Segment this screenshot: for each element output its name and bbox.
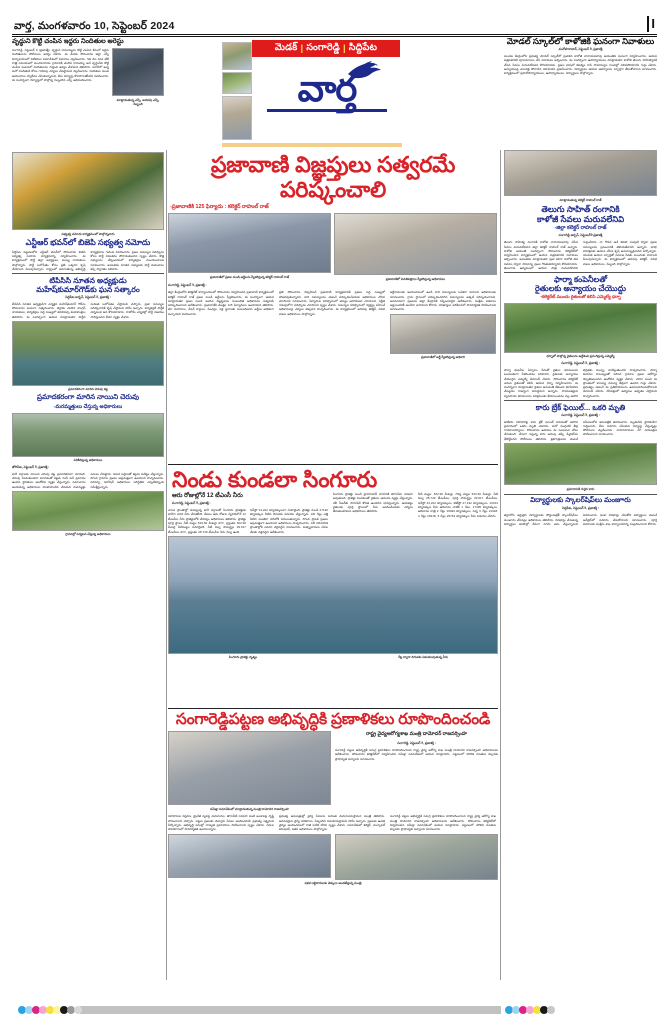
right-column <box>504 150 657 526</box>
bjp-photo-caption: సభ్యత్వ నమోదు కార్యక్రమంలో పాల్గొన్నవారు <box>61 231 115 236</box>
singuru-top-rule <box>168 464 498 465</box>
pharma-headline-2: రైతులకు అన్యాయం చేయొద్దు <box>534 284 627 294</box>
kaloji-collector-kicker: మాట్లాడుతున్న కలెక్టర్ రాహుల్ రాజ్ <box>559 197 602 202</box>
lead-photo-left <box>168 213 331 273</box>
tpcc-dateline: సిద్దిపేట అర్బన్, సెప్టెంబర్ 9, ప్రజాశక్తి : <box>65 294 111 299</box>
lake-body: భారీ వర్షాలకు నాయిని చెరువు కట్ట ప్రమాదకరంగా మారింది. చెరువు నిండుకుండలా మారడంతో కట్టకు గండి పడే ప్రమాదం ఉందని స్థానికులు ఆందోళన వ్యక్తం చేస్తున్నారు. సమాచారం అందుకున్న అధికారులు హుటాహుటిన చేరుకుని మరమ్మత్తు పనులు చేపట్టారు. ఇసుక బస్తాలతో కట్టను పటిష్టం చేస్తున్నారు. దిగువ గ్రామాల ప్రజలు అప్రమత్తంగా ఉండాలని హెచ్చరించారు. రెవెన్యూ, ఇరిగేషన్ అధికారులు పరిస్థితిని ఎప్పటికప్పుడు సమీక్షిస్తున్నారు. <box>12 471 164 489</box>
divider-3 <box>504 400 657 401</box>
edition-medak: మెడక్ <box>274 42 298 53</box>
lead-story <box>168 152 498 361</box>
sangareddy-story <box>168 706 498 887</box>
sangareddy-photo-top-caption: సమీక్షా సమావేశంలో మాట్లాడుతున్న మంత్రి దామోదర రాజనర్సింహ <box>210 806 289 811</box>
scholarship-dateline: సిద్దిపేట, సెప్టెంబర్ 9, ప్రజాశక్తి : <box>562 506 599 511</box>
sangareddy-col-4: సంగారెడ్డి పట్టణ అభివృద్ధికి సమగ్ర ప్రణాళికలు రూపొందించాలని రాష్ట్ర వైద్య ఆరోగ్య శాఖ మంత్రి దామోదర రాజనర్సింహ అధికారులను ఆదేశించారు. సోమవారం కలెక్టరేట్‌లో నిర్వహించిన సమీక్షా సమావేశంలో ఆయన మాట్లాడారు. పట్టణంలో మౌలిక వసతుల కల్పనకు ప్రాధాన్యత ఇవ్వాలని సూచించారు. <box>390 814 496 832</box>
sangareddy-photo-bottom-caption: పథక లబ్ధిదారులకు చెక్కులు అందజేస్తున్న మంత్రి <box>304 881 362 886</box>
sangareddy-top-rule <box>168 708 498 709</box>
column-rule-left <box>166 150 167 980</box>
lead-photo-right <box>334 213 497 275</box>
sangareddy-subhead: రాష్ట్ర వైద్యఆరోగ్యశాఖ మంత్రి దామోదర్ రాజనర్సింహ <box>365 731 468 738</box>
kaloji-school-headline: మోడల్ స్కూల్‌లో కాళోజికి ఘనంగా నివాళులు <box>506 36 655 46</box>
singuru-photo-caption-left: సింగూరు ప్రాజెక్టు దృశ్యం <box>228 655 258 660</box>
lead-headline: ప్రజావాణి విజ్ఞప్తులు సత్వరమే పరిష్కంచాలి <box>210 152 456 202</box>
singuru-dateline: సంగారెడ్డి, సెప్టెంబర్ 9, ప్రజాశక్తి : <box>172 501 211 506</box>
masthead <box>252 40 402 145</box>
masthead-landmark-photos <box>222 42 252 142</box>
singuru-dam-photo <box>168 536 498 654</box>
masthead-bottom-strip <box>222 143 402 147</box>
lake-photo-2-caption: పరిశీలిస్తున్న అధికారులు <box>73 458 103 463</box>
kaloji-school-dateline: మనోహరాబాద్, సెప్టెంబర్ 9, ప్రజాశక్తి <box>558 47 603 51</box>
sangareddy-col-1: సంగారెడ్డి పట్టణ అభివృద్ధికి సమగ్ర ప్రణాళికలు రూపొందించాలని రాష్ట్ర వైద్య ఆరోగ్య శాఖ మంత్రి దామోదర రాజనర్సింహ అధికారులను ఆదేశించారు. సోమవారం కలెక్టరేట్‌లో నిర్వహించిన సమీక్షా సమావేశంలో ఆయన మాట్లాడారు. పట్టణంలో మౌలిక వసతుల కల్పనకు ప్రాధాన్యత ఇవ్వాలని సూచించారు. <box>335 748 498 761</box>
edition-sangareddy: సంగారెడ్డి <box>306 42 341 53</box>
lead-photo-right-caption: ప్రజావాణిలో వినతిపత్రాలు స్వీకరిస్తున్న అధికారులు <box>385 276 446 281</box>
police-headline: వృద్ధుని కొట్టి చంపిన ఇద్దరు నిందితుల అరెస్టు <box>12 38 124 45</box>
sangareddy-dateline: సంగారెడ్డి, సెప్టెంబర్ 9, ప్రజాశక్తి : <box>397 741 436 746</box>
singuru-col-1: ఎగువ ప్రాంతాల్లో కురుస్తున్న భారీ వర్షాలతో సింగూరు ప్రాజెక్టుకు భారీగా వరద నీరు చేరుతోంది. కేవలం ఆరు రోజుల వ్యవధిలోనే 12 టీఎంసీల నీరు ప్రాజెక్టులోకి చేరినట్లు అధికారులు తెలిపారు. ప్రాజెక్టు పూర్తి స్థాయి నీటి మట్టం 523.60 మీటర్లు కాగా, ప్రస్తుతం 522.90 మీటర్ల నీటిమట్టం నమోదైంది. నీటి నిల్వ సామర్థ్యం 29.917 టీఎంసీలు కాగా, ప్రస్తుతం 28.749 టీఎంసీల నీరు నిల్వ ఉంది. <box>168 508 246 534</box>
landmark-photo-1 <box>222 42 252 70</box>
accident-photo-caption: ప్రమాదానికి గురైన కారు <box>566 486 595 491</box>
bjp-photo <box>12 152 164 230</box>
registration-dot <box>547 1006 555 1014</box>
pharma-body: ఫార్మా కంపెనీల ఏర్పాటు పేరుతో రైతుల భూములను బలవంతంగా సేకరించడం సరికాదని, రైతులకు అన్యాయం చేయొద్దని ఎమ్మెల్యే డిమాండ్ చేశారు. సోమవారం కలెక్టరేట్ ఎదుట రైతులతో కలిసి ఆయన ధర్నా నిర్వహించారు. ఈ సందర్భంగా మాట్లాడుతూ రైతుల అనుమతి లేకుండా భూసేకరణ చేపట్టడం రాజ్యాంగ విరుద్ధమని అన్నారు. సారవంతమైన వ్యవసాయ భూములను పరిశ్రమలకు కేటాయించడం వల్ల ఆహార భద్రతకు ముప్పు వాటిల్లుతుందని హెచ్చరించారు. ఫార్మా కంపెనీల కాలుష్యంతో పరిసర గ్రామాల ప్రజల ఆరోగ్యం దెబ్బతింటుందని ఆందోళన వ్యక్తం చేశారు. 2003 నుంచి ఈ ప్రాంతంలో కాలుష్య సమస్య తీవ్రంగా ఉందని గుర్తు చేశారు. ప్రభుత్వం వెంటనే ఈ ప్రతిపాదనలను ఉపసంహరించుకోవాలని డిమాండ్ చేశారు. లేనిపక్షంలో ఉద్యమం ఉధృతం చేస్తామని హెచ్చరించారు. <box>504 367 657 398</box>
landmark-photo-2 <box>222 72 252 94</box>
kaloji-collector-headline-1: తెలుగు సాహిత్ రంగానికి <box>541 204 620 215</box>
singuru-stats: నీటి మట్టం: 522.90 మీటర్లు. గరిష్ఠ మట్టం 523.60 మీటర్లు. నీటి నిల్వ 28.749 టీఎంసీలు. పూర్తి సామర్థ్యం 29.917 టీఎంసీలు. ఇన్‌ఫ్లో 24,222 క్యూసెక్కులు. ఔట్‌ఫ్లో 27,192 క్యూసెక్కులు. 16313 క్యూసెక్కుల నీరు ఆదివారం నాటికి 1 గేటు, 17495 క్యూసెక్కులు, ఆదివారం రాత్రి 2 గేట్లు 19499 క్యూసెక్కులు, నిన్న 3 గేట్లు 21948, 4 గేట్లు 26318, 5 గేట్లు 29749 క్యూసెక్కుల నీరు విడుదల చేశారు. <box>418 492 498 518</box>
lead-col-3: అర్జీదారులకు అందుబాటులో ఉండి వారి సమస్యలను ఓపికగా వినాలని అధికారులకు సూచించారు. గ్రామ స్థాయిలో పరిష్కరించదగిన సమస్యలను అక్కడే పరిష్కరించాలని, అనవసరంగా ప్రజలను జిల్లా కేంద్రానికి రప్పించవద్దని ఆదేశించారు. సంక్షేమ పథకాలు అర్హులందరికీ అందేలా చూడాలని కోరారు. దరఖాస్తుల పరిశీలనలో పారదర్శకత పాటించాలని సూచించారు. <box>390 290 496 312</box>
pharma-protest-photo <box>504 303 657 353</box>
lead-col-1: జిల్లా కేంద్రంలోని కలెక్టరేట్ కార్యాలయంలో సోమవారం నిర్వహించిన ప్రజావాణి కార్యక్రమంలో కలెక్టర్ రాహుల్ రాజ్ ప్రజల నుండి అర్జీలను స్వీకరించారు. ఈ సందర్భంగా ఆయన మాట్లాడుతూ ప్రజల నుండి అందిన విజ్ఞప్తులను సంబంధిత అధికారులు సత్వరమే పరిష్కరించాలని ఆదేశించారు. ప్రజావాణికి మొత్తం 125 ఫిర్యాదులు అందాయని తెలిపారు. భూ వివాదాలు, రేషన్ కార్డులు, పింఛన్లు, ఇళ్ల స్థలాలకు సంబంధించిన అర్జీలు అధికంగా వచ్చాయని వివరించారు. <box>168 290 274 316</box>
lake-dateline: జోగిపేట, సెప్టెంబర్ 9, ప్రజాశక్తి : <box>12 464 50 469</box>
divider-4 <box>504 494 657 495</box>
masthead-title: వార్త <box>297 68 357 109</box>
lake-headline: ప్రమాదకరంగా మారిన నాయిని చెరువు <box>37 394 139 402</box>
pharma-dateline: సంగారెడ్డి, సెప్టెంబర్ 9, ప్రజాశక్తి : <box>561 360 600 365</box>
singuru-story <box>168 462 498 661</box>
lake-photo-2 <box>12 413 164 457</box>
article-police-arrest <box>12 38 164 107</box>
left-column <box>12 152 164 538</box>
lake-photo-caption: ప్రమాదకరంగా మారిన చెరువు కట్ట <box>68 387 108 392</box>
bjp-headline: ఎన్టీఆర్ భవన్‌లో బిజెపి సభ్యత్వ నమోదు <box>25 238 151 248</box>
pharma-subhead: -కలెక్టరేట్ ముందు రైతులతో కలిసి ఎమ్మెల్యే ధర్నా <box>540 293 621 299</box>
masthead-underline <box>267 109 387 112</box>
banner-separator-2: | <box>343 43 346 54</box>
divider-2 <box>504 272 657 273</box>
sangareddy-photo-top <box>168 731 331 805</box>
tpcc-body: టిపిసిసి నూతన అధ్యక్షుడిగా ఎన్నికైన మహేష్‌కుమార్ గౌడ్‌ను సోమవారం ఘనంగా సత్కరించారు. జిల్లాకు చెందిన కాంగ్రెస్ నాయకులు, కార్యకర్తలు పెద్ద సంఖ్యలో తరలివచ్చి శుభాకాంక్షలు తెలిపారు. ఈ సందర్భంగా ఆయన మాట్లాడుతూ పార్టీని మరింత బలోపేతం చేస్తామని చెప్పారు. ప్రజా సమస్యల పరిష్కారానికి కృషి చేస్తామని హామీ ఇచ్చారు. కార్యకర్తలే పార్టీకి వెన్నెముక అని కొనియాడారు. రాబోయే ఎన్నికల్లో పార్టీ విజయం సాధిస్తుందని ధీమా వ్యక్తం చేశారు. <box>12 301 164 319</box>
tpcc-headline-line2: మహేష్‌కుమార్‌గౌడ్‌కు ఘన సత్కారం <box>36 284 140 294</box>
accident-body: జాతీయ రహదారిపై కారు బ్రేక్ ఫెయిల్ కావడంతో జరిగిన ప్రమాదంలో ఒకరు మృతి చెందారు. మరో ముగ్గురికి తీవ్ర గాయాలయ్యాయి. సోమవారం ఉదయం ఈ సంఘటన చోటు చేసుకుంది. వేగంగా వస్తున్న కారు అదుపు తప్పి డివైడర్‌ను ఢీకొట్టిందని పోలీసులు తెలిపారు. క్షతగాత్రులను వెంటనే సమీపంలోని ఆసుపత్రికి తరలించారు. మృతుడిని స్థానికుడిగా గుర్తించారు. కేసు నమోదు చేసుకుని దర్యాప్తు చేస్తున్నట్లు పోలీసులు వెల్లడించారు. వాహనదారులు వేగ నియంత్రణ పాటించాలని సూచించారు. <box>504 419 657 441</box>
edition-mark: I <box>647 16 655 32</box>
divider-1 <box>12 273 164 274</box>
lake-photo <box>12 321 164 386</box>
registration-bar <box>0 1004 669 1016</box>
singuru-subhead: ఆరు రోజుల్లోనే 12 టీఎంసీ నీరు <box>172 493 243 500</box>
edition-siddipet: సిద్దిపేట <box>348 42 378 53</box>
sangareddy-photo-bottom-left <box>168 834 331 878</box>
tpcc-headline-line1: టిపిసిసి నూతన అధ్యక్షుడు <box>49 275 127 285</box>
kaloji-collector-photo <box>504 150 657 196</box>
kaloji-collector-dateline: సంగారెడ్డి అర్బన్, సెప్టెంబర్9 ప్రజాశక్తి <box>558 233 603 238</box>
article-kaloji-school <box>504 36 657 75</box>
scholarship-headline: విద్యార్థులకు స్కాలర్‌షిప్‌లు మంజూరు <box>530 496 631 504</box>
lead-col-2: ప్రతి సోమవారం నిర్వహించే ప్రజావాణి కార్యక్రమానికి ప్రజలు పెద్ద సంఖ్యలో హాజరవుతున్నారని, వారి సమస్యలను వెంటనే పరిష్కరించేందుకు అధికారులు చొరవ చూపాలని సూచించారు. ఫిర్యాదుల పరిష్కారంలో జాప్యం జరగకుండా చూడాలని, నిర్ణీత గడువులోగా పరిష్కారం చూపాలని స్పష్టం చేశారు. సమస్యల పరిష్కారంలో నిర్లక్ష్యం వహించే అధికారులపై చర్యలు తప్పవని హెచ్చరించారు. ఈ కార్యక్రమంలో అదనపు కలెక్టర్, వివిధ శాఖల అధికారులు పాల్గొన్నారు. <box>279 290 385 316</box>
kaloji-collector-subhead: -జిల్లా కలెక్టర్ రాహుల్ రాజ్ <box>554 225 607 232</box>
lead-photo-left-caption: ప్రజావాణిలో ప్రజల నుండి అర్జీలను స్వీకరిస్తున్న కలెక్టర్ రాహుల్ రాజ్ <box>210 274 289 279</box>
village-photo <box>12 491 164 531</box>
scholarship-body: జిల్లాలోని అర్హులైన విద్యార్థులకు పోస్టుమెట్రిక్ స్కాలర్‌షిప్‌లు మంజూరు చేసినట్లు అధికారులు తెలిపారు. దరఖాస్తు చేసుకున్న విద్యార్థుల ఖాతాల్లో నేరుగా నగదు జమ చేస్తున్నామని వివరించారు. ఇంకా దరఖాస్తు చేసుకోని విద్యార్థులు వెంటనే ఆన్‌లైన్‌లో నమోదు చేసుకోవాలని సూచించారు. పూర్తి వివరాలకు సంక్షేమ శాఖ కార్యాలయాన్ని సంప్రదించాలని కోరారు. <box>504 513 657 526</box>
sangareddy-photo-bottom-right <box>335 834 498 880</box>
lead-dateline: సంగారెడ్డి, సెప్టెంబర్ 9, ప్రజాశక్తి : <box>168 283 207 288</box>
sangareddy-col-2: రహదారుల విస్తరణ, డ్రైనేజీ వ్యవస్థ మెరుగుదల, తాగునీటి సరఫరా వంటి అంశాలపై దృష్టి సారించాలని చెప్పారు. పట్టణ ప్రజలకు మెరుగైన సేవలు అందించడమే ప్రభుత్వ లక్ష్యమని పేర్కొన్నారు. అభివృద్ధి పనుల్లో నాణ్యత ప్రమాణాలు పాటించాలని స్పష్టం చేశారు. నిధుల వినియోగంలో పారదర్శకత ఉండాలన్నారు. <box>168 814 274 832</box>
column-rule-right <box>500 150 501 980</box>
singuru-headline: నిండు కుండలా సింగూరు <box>172 467 378 493</box>
singuru-col-3: సింగూరు ప్రాజెక్టు నుండి హైదరాబాద్ నగరానికి తాగునీరు సరఫరా అవుతుంది. ప్రాజెక్టు నిండటంతో రైతులు ఆనందం వ్యక్తం చేస్తున్నారు. రబీ సీజన్‌కు సాగునీటి కొరత ఉండదని భావిస్తున్నారు. ఆయకట్టు రైతులకు పూర్తి స్థాయిలో నీరు అందించేందుకు చర్యలు తీసుకుంటామని అధికారులు తెలిపారు. <box>333 492 413 514</box>
page-date-line: వార్త, మంగళవారం 10, సెప్టెంబర్ 2024 <box>14 20 175 32</box>
accident-photo <box>504 443 657 485</box>
lake-subhead: -మరమ్మత్తులు చేస్తున్న అధికారులు <box>53 403 123 410</box>
lead-mini-caption: ప్రజావాణిలో అర్జీ స్వీకరిస్తున్న అధికారి <box>421 355 465 360</box>
police-photo <box>112 48 164 96</box>
registration-gray-bar <box>80 1006 501 1014</box>
kaloji-collector-body: తెలుగు సాహిత్య రంగానికి కాళోజీ నారాయణరావు చేసిన సేవలు మరువలేనివని జిల్లా కలెక్టర్ రాహుల్ రాజ్ అన్నారు. కాళోజీ జయంతి సందర్భంగా సోమవారం కలెక్టరేట్‌లో నిర్వహించిన కార్యక్రమంలో ఆయన చిత్రపటానికి నివాళులు అర్పించారు. అనంతరం మాట్లాడుతూ ప్రజా కవిగా కాళోజీ తన రచనల ద్వారా సామాన్య ప్రజల గొంతుకయ్యారని కొనియాడారు. తెలంగాణ ఉద్యమంలో ఆయన పాత్ర మరువలేనిదని గుర్తుచేశారు. నా గొడవ అనే కవితా సంపుటి ద్వారా ప్రజల సమస్యలను ప్రపంచానికి తెలియజేశారని అన్నారు. భాషా పరిరక్షణకు ఆయన చేసిన కృషి అమూల్యమైనదని పేర్కొన్నారు. యువత ఆయన స్ఫూర్తితో సమాజ సేవకు ముందుకు రావాలని పిలుపునిచ్చారు. ఈ కార్యక్రమంలో అదనపు కలెక్టర్, వివిధ శాఖల అధికారులు, సిబ్బంది పాల్గొన్నారు. <box>504 240 657 270</box>
police-body: సంగారెడ్డి, సెప్టెంబర్ 9 (ప్రజాశక్తి): వృద్ధుని రామయ్యను కొట్టి చంపిన కేసులో ఇద్దరు నిందితులను పోలీసులు అరెస్టు చేశారు. ఈ మేరకు సోమవారం జిల్లా ఎస్పీ కార్యాలయంలో విలేకరుల సమావేశంలో వివరాలు వెల్లడించారు. గత నెల 42వ తేదీ రాత్రి సమయంలో మందలగూడెం గ్రామానికి చెందిన రామయ్య అనే వృద్ధుడిని కొట్టి చంపిన ఘటనలో నిందితులను గుర్తించి అరెస్టు చేశామని తెలిపారు. పరారీలో ఉన్న మరో నిందితుడి కోసం గాలింపు చర్యలు చేపట్టామని వెల్లడించారు. నిందితుల నుంచి ఆయుధాలు స్వాధీనం చేసుకున్నామని, కేసు దర్యాప్తు కొనసాగుతోందని వివరించారు. ఈ సందర్భంగా దర్యాప్తులో పాల్గొన్న సిబ్బందిని ఎస్పీ అభినందించారు. <box>12 48 109 83</box>
lead-mini-photo <box>390 314 496 354</box>
village-photo-caption: గ్రామాల్లో పర్యటన చేస్తున్న అధికారులు <box>65 532 111 537</box>
sangareddy-headline: సంగారెడ్డిపట్టణ అభివృద్ధికి ప్రణాళికలు రూపొందించండి <box>175 711 491 729</box>
accident-dateline: సంగారెడ్డి, సెప్టెంబర్ 9, ప్రజాశక్తి : <box>561 412 600 417</box>
kaloji-school-body: మండల కేంద్రంలోని ప్రభుత్వ మోడల్ స్కూల్‌లో ప్రజాకవి కాళోజీ నారాయణరావు జయంతిని ఘనంగా నిర్వహించారు. ఆయన చిత్రపటానికి పూలమాలలు వేసి నివాళులు అర్పించారు. ఈ సందర్భంగా ఉపాధ్యాయులు మాట్లాడుతూ కాళోజీ తెలుగు సాహిత్యానికి చేసిన సేవలు మరువలేనివని కొనియాడారు. ప్రజల భాషలో కవిత్వం రాసి సామాన్యుల గుండెల్లో నిలిచిపోయారని గుర్తు చేశారు. అన్యాయంపై ఎలుగెత్తి పోరాడిన యోధుడని ప్రశంసించారు. విద్యార్థులు ఆయన ఆదర్శాలను స్ఫూర్తిగా తీసుకోవాలని సూచించారు. కార్యక్రమంలో ప్రధానోపాధ్యాయులు, ఉపాధ్యాయులు, విద్యార్థులు పాల్గొన్నారు. <box>504 54 657 76</box>
singuru-photo-caption-right: గేట్ల ద్వారా దిగువకు విడుదలవుతున్న నీరు <box>398 655 448 660</box>
banner-separator-1: | <box>300 43 304 54</box>
singuru-col-2: ఇన్‌ఫ్లో 24,222 క్యూసెక్కులుగా నమోదైంది. ప్రాజెక్టు నుండి 27192 క్యూసెక్కుల నీటిని దిగువకు విడుదల చేస్తున్నారు. పది గేట్లు ఎత్తి నీటిని మంజీరా నదిలోకి వదులుతున్నారు. దిగువ ప్రాంత ప్రజలు అప్రమత్తంగా ఉండాలని అధికారులు హెచ్చరించారు. నదీ పరివాహక ప్రాంతాల్లోకి ఎవరూ వెళ్లవద్దని సూచించారు. మత్స్యకారులు చేపల వేటకు వెళ్లవద్దని ఆదేశించారు. <box>250 508 328 534</box>
registration-dot <box>74 1006 82 1014</box>
landmark-photo-3 <box>222 96 252 140</box>
sangareddy-col-3: ప్రభుత్వ ఆసుపత్రుల్లో వైద్య సేవలను మరింత మెరుగుపరుస్తామని మంత్రి తెలిపారు. అవసరమైన వైద్య పరికరాలు, సిబ్బందిని సమకూరుస్తామని హామీ ఇచ్చారు. ప్రజలకు ఉచిత వైద్యం అందించడంలో రాజీ పడేది లేదని స్పష్టం చేశారు. సమావేశంలో కలెక్టర్, మున్సిపల్ కమిషనర్, ఇతర అధికారులు పాల్గొన్నారు. <box>279 814 385 832</box>
pharma-photo-caption: ధర్నాలో పాల్గొన్న రైతులను ఉద్దేశించి ప్రసంగిస్తున్న ఎమ్మెల్యే <box>546 354 615 359</box>
kaloji-collector-headline-2: కాళోజీ సేవలు మరువలేనివి <box>536 214 625 225</box>
accident-headline: కారు బ్రేక్ ఫెయిల్... ఒకరి మృతి <box>535 402 626 412</box>
police-photo-caption: మాట్లాడుతున్న ఎస్పీ, అదనపు ఎస్పీ, సిబ్బంది <box>116 97 160 106</box>
bjp-body: సిద్దిపేట పట్టణంలోని ఎన్టీఆర్ భవన్‌లో సోమవారం బిజెపి సభ్యత్వ నమోదు కార్యక్రమాన్ని నిర్వహించారు. ఈ కార్యక్రమంలో పార్టీ జిల్లా అధ్యక్షులు, ముఖ్య నాయకులు పాల్గొన్నారు. పార్టీ బలోపేతం కోసం ప్రతి ఒక్కరూ కృషి చేయాలని పిలుపునిచ్చారు. రాష్ట్రంలో జరుగుతున్న అభివృద్ధి కార్యక్రమాల గురించి వివరించారు. ప్రజల సమస్యల పరిష్కారం కోసం పార్టీ నిరంతరం పోరాడుతుందని స్పష్టం చేశారు. కొత్త సభ్యులను చేర్పించడంలో కార్యకర్తలు ముందుండాలని సూచించారు. అనంతరం నూతన సభ్యులకు పార్టీ కండువాలు కప్పి స్వాగతం పలికారు. <box>12 249 164 271</box>
pharma-headline-1: ఫార్మా కంపెనీలతో <box>553 274 607 284</box>
edition-banner <box>252 40 400 57</box>
lead-subhead: -ప్రజావాణికి 125 ఫిర్యాదు : కలెక్టర్ రాహుల్ రాజ్ <box>170 204 269 210</box>
